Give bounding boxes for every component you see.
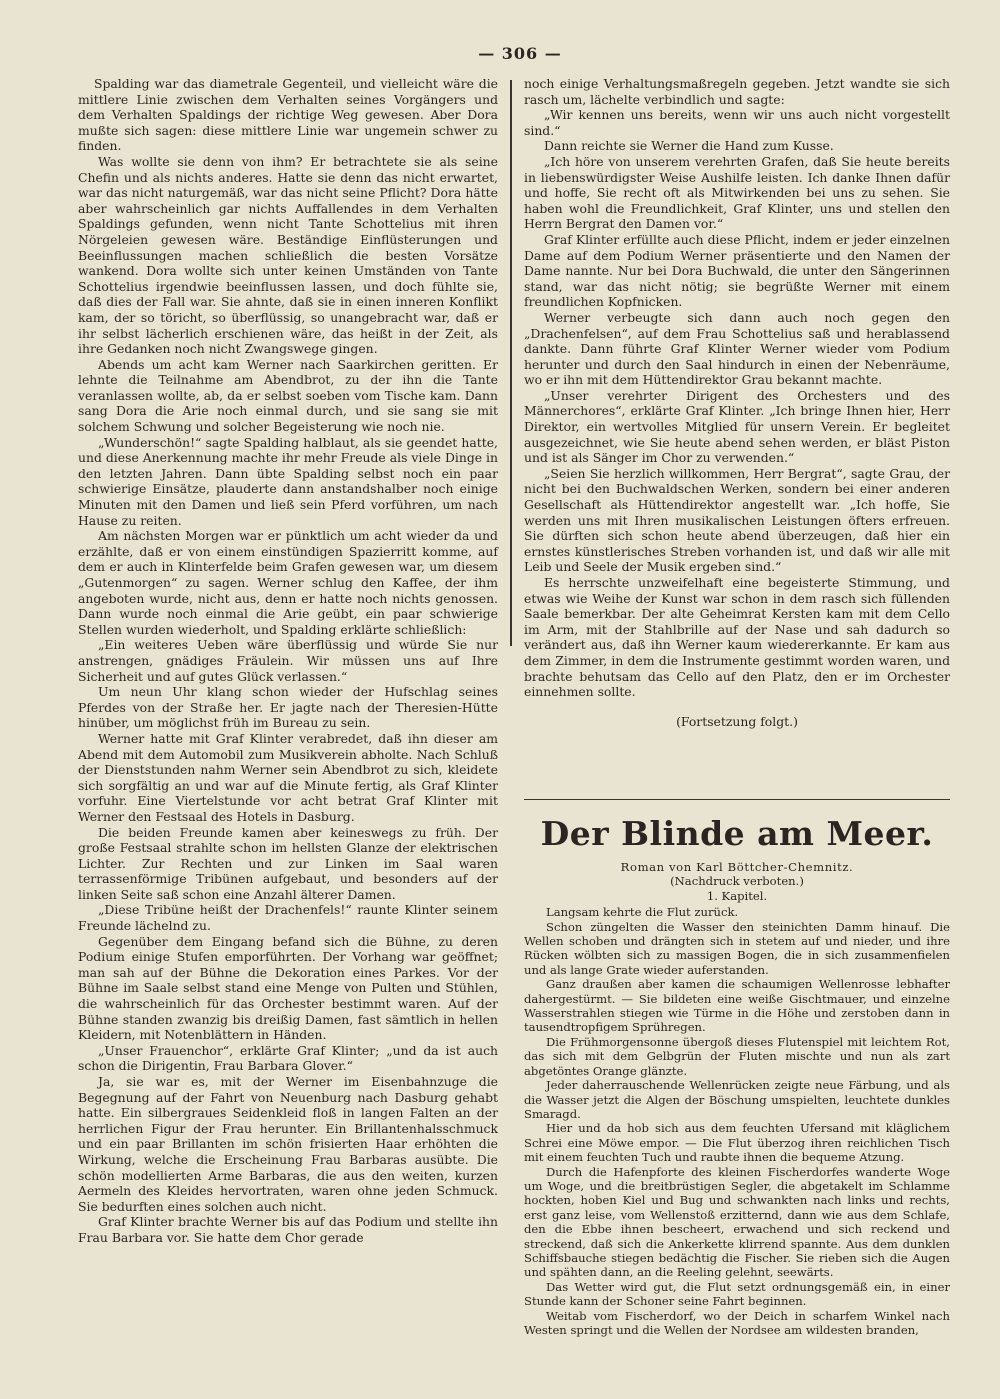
paragraph: Hier und da hob sich aus dem feuchten Ufersand mit kläglichem Schrei eine Möwe empor. — Die Flut überzog ihren reichlichen Tisch mit einem feuchten Tuch und raubte ihnen die bequeme Atzung.: [524, 1121, 950, 1165]
paragraph: Schon züngelten die Wasser den steinichten Damm hinauf. Die Wellen schoben und drängten sich in stetem auf und nieder, und ihre Rücken wölbten sich zu massigen Bogen, die in sich zusammenfielen und als lange Grate wieder auferstanden.: [524, 919, 950, 977]
paragraph: Werner verbeugte sich dann auch noch gegen den „Drachenfelsen“, auf dem Frau Schottelius saß und herablassend dankte. Dann führte Graf Klinter Werner wieder vom Podium herunter und durch den Saal hindurch in einen der Nebenräume, wo er ihn mit dem Hüttendirektor Grau bekannt machte.: [524, 309, 950, 388]
column-divider: [510, 80, 512, 646]
right-column: [524, 76, 950, 729]
paragraph: Dann reichte sie Werner die Hand zum Kusse.: [544, 138, 834, 154]
page-number: — 306 —: [478, 44, 562, 63]
paragraph: „Wunderschön!“ sagte Spalding halblaut, als sie geendet hatte, und diese Anerkennung machte ihr mehr Freude als viele Dinge in den letzten Jahren. Dann übte Spalding selbst noch ein paar schwierige Einsätze, plauderte dann anstandshalber noch einige Minuten mit den Damen und ließ sein Pferd vorführen, um nach Hause zu reiten.: [78, 434, 498, 528]
reprint-note: (Nachdruck verboten.): [670, 874, 804, 889]
paragraph: Abends um acht kam Werner nach Saarkirchen geritten. Er lehnte die Teilnahme am Abendbrot, zu der ihn die Tante veranlassen wollte, ab, da er selbst soeben vom Tische kam. Dann sang Dora die Arie noch einmal durch, und sie sang sie mit solchem Schwung und solcher Begeisterung wie noch nie.: [78, 356, 498, 435]
paragraph: „Unser Frauenchor“, erklärte Graf Klinter; „und da ist auch schon die Dirigentin, Frau Barbara Glover.“: [78, 1042, 498, 1074]
chapter-heading: 1. Kapitel.: [706, 888, 768, 903]
paragraph: Graf Klinter brachte Werner bis auf das Podium und stellte ihn Frau Barbara vor. Sie hatte dem Chor gerade: [78, 1214, 498, 1245]
paragraph: Die Frühmorgensonne übergoß dieses Flutenspiel mit leichtem Rot, das sich mit dem Gelbgrün der Fluten mischte und nun als zart abgetöntes Orange glänzte.: [524, 1034, 950, 1078]
paragraph: Ja, sie war es, mit der Werner im Eisenbahnzuge die Begegnung auf der Fahrt von Neuenburg nach Dasburg gehabt hatte. Ein silbergraues Seidenkleid floß in langen Falten an der herrlichen Figur der Frau herunter. Ein Brillantenhalsschmuck und ein paar Brillanten im schön frisierten Haar erhöhten die Wirkung, welche die Erscheinung Frau Barbaras ausübte. Die schön modellierten Arme Barbaras, die aus den weiten, kurzen Aermeln des Kleides hervortraten, waren ohne jeden Schmuck. Sie bedurften eines solchen auch nicht.: [78, 1074, 498, 1214]
novel-author: Roman von Karl Böttcher-Chemnitz.: [620, 860, 854, 874]
paragraph: „Ich höre von unserem verehrten Grafen, daß Sie heute bereits in liebenswürdigster Weise Aushilfe leisten. Ich danke Ihnen dafür und hoffe, Sie recht oft als Mitwirkenden bei uns zu sehen. Sie haben wohl die Freundlichkeit, Graf Klinter, uns und stellen den Herrn Bergrat den Damen vor.“: [524, 153, 950, 232]
paragraph: Spalding war das diametrale Gegenteil, und vielleicht wäre die mittlere Linie zwischen dem Verhalten seines Vorgängers und dem Verhalten Spaldings der richtige Weg gewesen. Aber Dora mußte sich sagen: diese mittlere Linie war ungemein schwer zu finden.: [78, 76, 498, 154]
continuation-note: (Fortsetzung folgt.): [676, 713, 798, 729]
paragraph: „Ein weiteres Ueben wäre überflüssig und würde Sie nur anstrengen, gnädiges Fräulein. Wir müssen uns auf Ihre Sicherheit und auf gutes Glück verlassen.“: [78, 637, 498, 684]
paragraph: „Unser verehrter Dirigent des Orchesters und des Männerchores“, erklärte Graf Klinter. „Ich bringe Ihnen hier, Herr Direktor, ein wertvolles Mitglied für unsern Verein. Er begleitet ausgezeichnet, wie Sie heute abend sehen werden, er bläst Piston und ist als Sänger im Chor zu verwenden.“: [524, 387, 950, 466]
paragraph: Um neun Uhr klang schon wieder der Hufschlag seines Pferdes von der Straße her. Er jagte nach der Theresien-Hütte hinüber, um möglichst früh im Bureau zu sein.: [78, 684, 498, 731]
paragraph: Was wollte sie denn von ihm? Er betrachtete sie als seine Chefin und als nichts anderes. Hatte sie denn das nicht erwartet, war das nicht naturgemäß, war das nicht seine Pflicht? Dora hätte aber wahrscheinlich gar nichts Auffallendes in dem Verhalten Spaldings gefunden, wenn nicht Tante Schottelius mit ihren Nörgeleien gewesen wäre. Beständige Einflüsterungen und Beeinflussungen machen schließlich die besten Vorsätze wankend. Dora wollte sich unter keinen Umständen von Tante Schottelius irgendwie beeinflussen lassen, und doch fühlte sie, daß dies der Fall war. Sie ahnte, daß sie in einen inneren Konflikt kam, der so töricht, so überflüssig, so unangebracht war, daß er ihr selbst lächerlich erschienen wäre, das heißt in der Zeit, als ihre Gedanken noch nicht Zwangswege gingen.: [78, 153, 498, 357]
paragraph: Jeder daherrauschende Wellenrücken zeigte neue Färbung, und als die Wasser jetzt die Algen der Böschung umspielten, leuchtete dunkles Smaragd.: [524, 1078, 950, 1121]
paragraph: Am nächsten Morgen war er pünktlich um acht wieder da und erzählte, daß er von einem einstündigen Spazierritt komme, auf dem er auch in Klinterfelde beim Grafen gewesen war, um diesem „Gutenmorgen“ zu sagen. Werner schlug den Kaffee, der ihm angeboten wurde, nicht aus, denn er hatte noch nichts genossen. Dann wurde noch einmal die Arie geübt, ein paar schwierige Stellen wurden wiederholt, und Spalding erklärte schließlich:: [78, 528, 498, 637]
paragraph: „Diese Tribüne heißt der Drachenfels!“ raunte Klinter seinem Freunde lächelnd zu.: [78, 902, 498, 934]
paragraph: Durch die Hafenpforte des kleinen Fischerdorfes wanderte Woge um Woge, und die breitbrüstigen Segler, die abgetakelt im Schlamme hockten, hoben Kiel und Bug und schwankten nach links und rechts, erst ganz leise, vom Wellenstoß erzitternd, dann wie aus dem Schlafe, den die Ebbe ihnen bescheert, erwachend und sich reckend und streckend, daß sich die Ankerkette klirrend spannte. Aus dem dunklen Schiffsbauche stiegen bedächtig die Fischer. Sie rieben sich die Augen und spähten dann, an die Reeling gelehnt, seewärts.: [524, 1164, 950, 1280]
paragraph: Graf Klinter erfüllte auch diese Pflicht, indem er jeder einzelnen Dame auf dem Podium Werner präsentierte und den Namen der Dame nannte. Nur bei Dora Buchwald, die unter den Sängerinnen stand, war das nicht nötig; sie begrüßte Werner mit einem freundlichen Kopfnicken.: [524, 231, 950, 310]
paragraph: noch einige Verhaltungsmaßregeln gegeben. Jetzt wandte sie sich rasch um, lächelte verbindlich und sagte:: [524, 76, 950, 107]
paragraph: „Seien Sie herzlich willkommen, Herr Bergrat“, sagte Grau, der nicht bei den Buchwaldschen Werken, sondern bei einer anderen Gesellschaft als Hüttendirektor angestellt war. „Ich hoffe, Sie werden uns mit Ihren musikalischen Leistungen öfters erfreuen. Sie dürften sich schon heute abend überzeugen, daß hier ein ernstes künstlerisches Streben vorhanden ist, und daß wir alle mit Leib und Seele der Musik ergeben sind.“: [524, 465, 950, 575]
novel-title: Der Blinde am Meer.: [540, 814, 934, 853]
paragraph: Die beiden Freunde kamen aber keineswegs zu früh. Der große Festsaal strahlte schon im hellsten Glanze der elektrischen Lichter. Zur Rechten und zur Linken im Saal waren terrassenförmige Tribünen aufgebaut, und besonders auf der linken Seite saß schon eine Anzahl älterer Damen.: [78, 824, 498, 902]
paragraph: Langsam kehrte die Flut zurück.: [546, 905, 739, 920]
paragraph: Ganz draußen aber kamen die schaumigen Wellenrosse lebhafter dahergestürmt. — Sie bildeten eine weiße Gischtmauer, und einzelne Wasserstrahlen stiegen wie Türme in die Höhe und zerstoben dann in tausendtropfigem Sprühregen.: [524, 977, 950, 1035]
paragraph: Gegenüber dem Eingang befand sich die Bühne, zu deren Podium einige Stufen emporführten. Der Vorhang war geöffnet; man sah auf der Bühne die Dekoration eines Parkes. Vor der Bühne im Saale selbst stand eine Menge von Pulten und Stühlen, die wahrscheinlich für das Orchester bestimmt waren. Auf der Bühne standen zwanzig bis dreißig Damen, fast sämtlich in hellen Kleidern, mit Notenblättern in Händen.: [78, 933, 498, 1043]
paragraph: Das Wetter wird gut, die Flut setzt ordnungsgemäß ein, in einer Stunde kann der Schoner seine Fahrt beginnen.: [524, 1279, 950, 1309]
paragraph: „Wir kennen uns bereits, wenn wir uns auch nicht vorgestellt sind.“: [524, 107, 950, 138]
novel-section: [524, 812, 950, 1337]
left-column: [78, 76, 498, 1246]
section-divider: [524, 799, 950, 800]
paragraph: Es herrschte unzweifelhaft eine begeisterte Stimmung, und etwas wie Weihe der Kunst war schon in dem rasch sich füllenden Saale bemerkbar. Der alte Geheimrat Kersten kam mit dem Cello im Arm, mit der Stahlbrille auf der Nase und sah dadurch so verändert aus, daß ihn Werner kaum wiedererkannte. Er kam aus dem Zimmer, in dem die Instrumente gestimmt worden waren, und brachte behutsam das Cello auf den Platz, den er im Orchester einnehmen sollte.: [524, 575, 950, 700]
paragraph: Werner hatte mit Graf Klinter verabredet, daß ihn dieser am Abend mit dem Automobil zum Musikverein abholte. Nach Schluß der Dienststunden nahm Werner sein Abendbrot zu sich, kleidete sich sorgfältig an und war auf die Minute fertig, als Graf Klinter vorfuhr. Eine Viertelstunde vor acht betrat Graf Klinter mit Werner den Festsaal des Hotels in Dasburg.: [78, 730, 498, 824]
paragraph: Weitab vom Fischerdorf, wo der Deich in scharfem Winkel nach Westen springt und die Wellen der Nordsee am wildesten branden,: [524, 1308, 950, 1337]
